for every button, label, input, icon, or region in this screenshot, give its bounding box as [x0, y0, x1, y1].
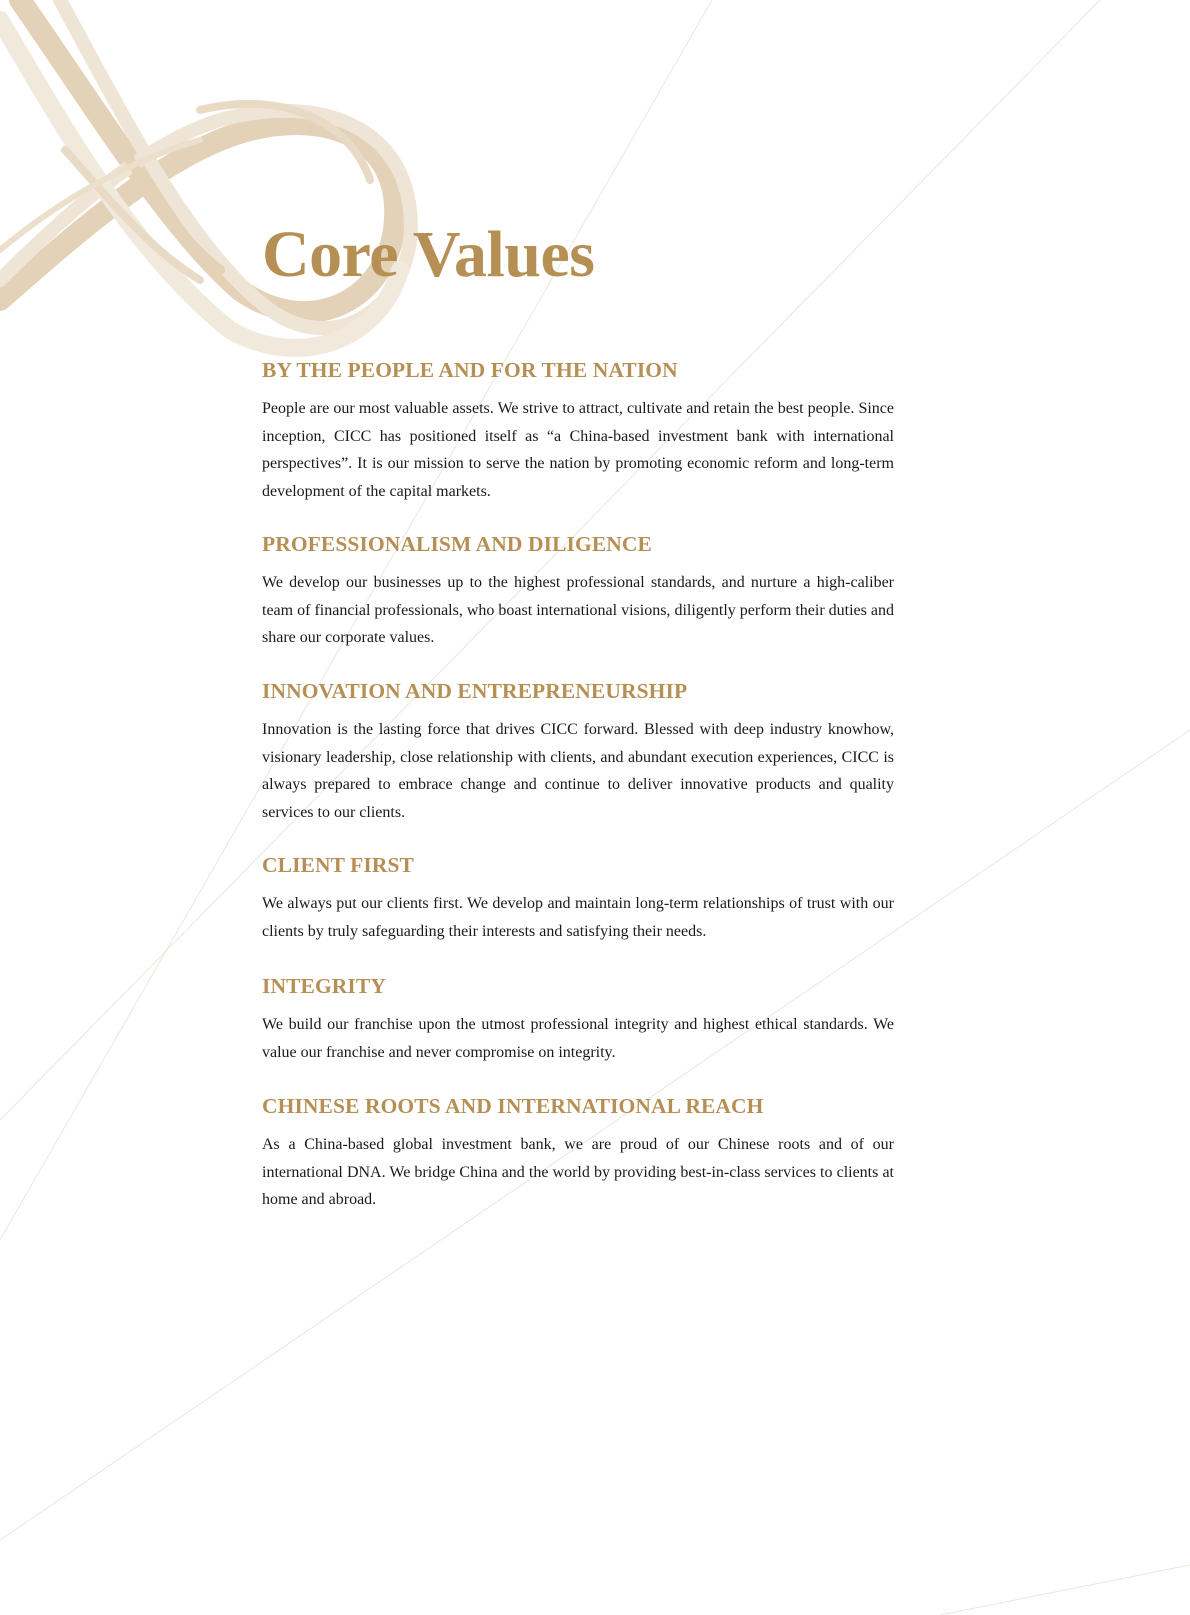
section-heading: CHINESE ROOTS AND INTERNATIONAL REACH	[262, 1094, 764, 1118]
section-people-nation	[262, 358, 894, 505]
section-heading: INTEGRITY	[262, 974, 386, 998]
section-integrity	[262, 974, 894, 1066]
section-client-first	[262, 853, 894, 945]
section-heading: CLIENT FIRST	[262, 853, 414, 877]
section-body: We develop our businesses up to the highest professional standards, and nurture a high-caliber team of financial professionals, who boast international visions, diligently perform their duties and share our corporate values.	[262, 574, 894, 646]
section-heading: PROFESSIONALISM AND DILIGENCE	[262, 532, 652, 556]
section-body: People are our most valuable assets. We strive to attract, cultivate and retain the best people. Since inception, CICC has positioned itself as “a China-based investment bank with international perspectives”. It is our mission to serve the nation by promoting economic reform and long-term development of the capital markets.	[262, 400, 894, 500]
section-heading: INNOVATION AND ENTREPRENEURSHIP	[262, 679, 688, 703]
section-body: We build our franchise upon the utmost professional integrity and highest ethical standards. We value our franchise and never compromise on integrity.	[262, 1016, 894, 1061]
section-heading: BY THE PEOPLE AND FOR THE NATION	[262, 358, 678, 382]
section-chinese-roots	[262, 1094, 894, 1214]
section-body: As a China-based global investment bank, we are proud of our Chinese roots and of our international DNA. We bridge China and the world by providing best-in-class services to clients at home and abroad.	[262, 1136, 894, 1208]
section-body: We always put our clients first. We develop and maintain long-term relationships of trust with our clients by truly safeguarding their interests and satisfying their needs.	[262, 895, 894, 940]
section-body: Innovation is the lasting force that drives CICC forward. Blessed with deep industry knowhow, visionary leadership, close relationship with clients, and abundant execution experiences, CICC is always prepared to embrace change and continue to deliver innovative products and quality services to our clients.	[262, 721, 894, 821]
brush-swirl-icon	[0, 0, 411, 348]
page-title: Core Values	[262, 218, 595, 291]
section-innovation	[262, 679, 894, 826]
section-professionalism	[262, 532, 894, 652]
